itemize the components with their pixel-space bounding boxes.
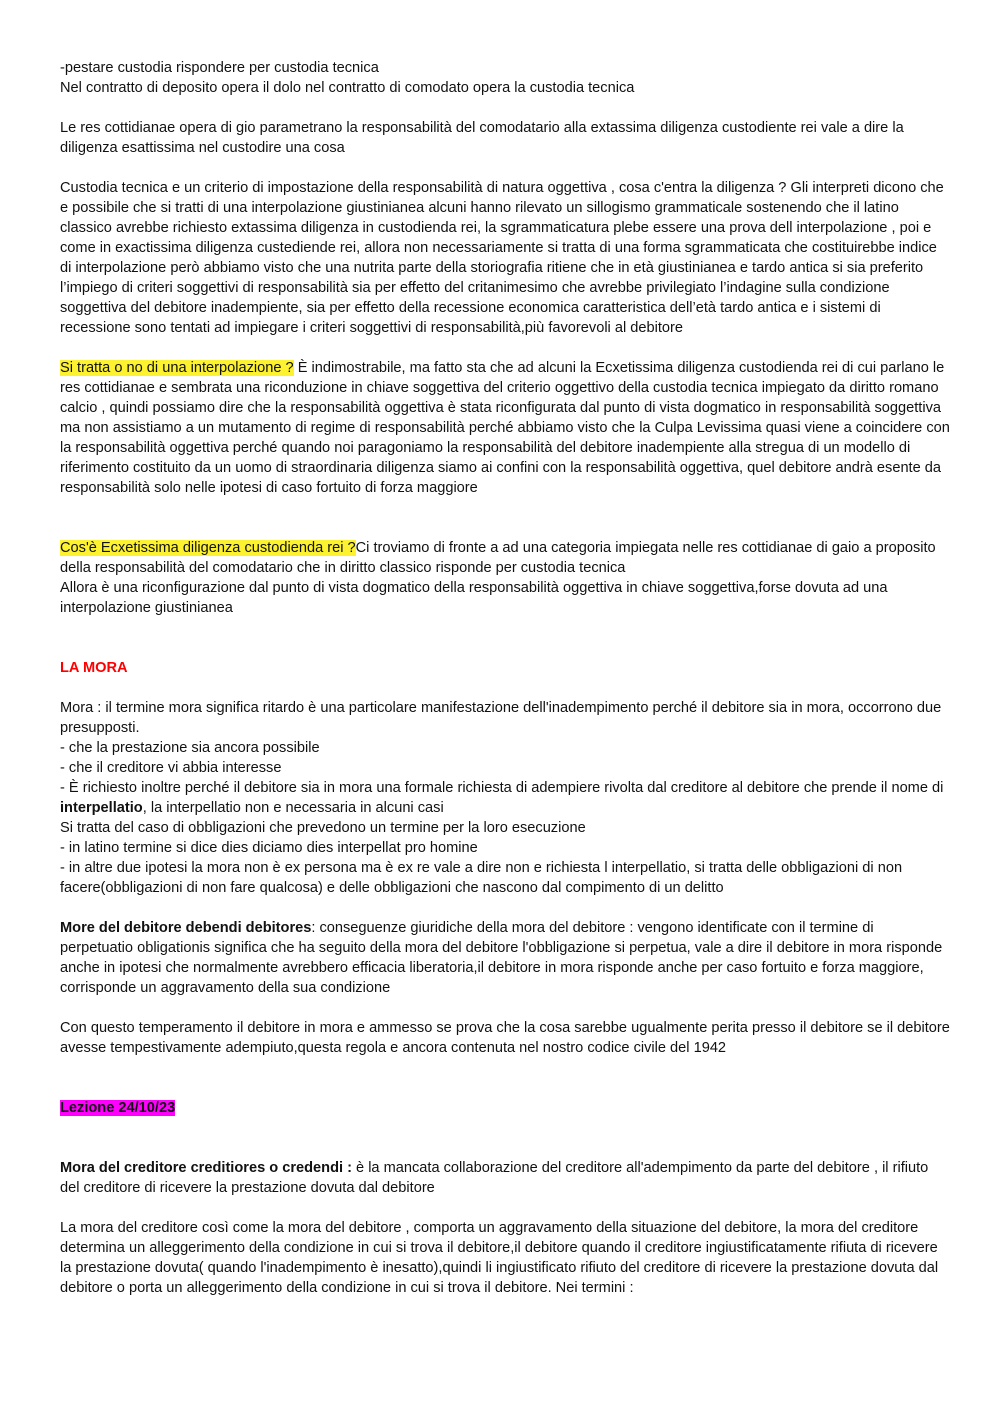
mora-debitore-text: : conseguenze giuridiche della mora del debitore : vengono identificate con il termine di perpetuatio obligationis significa che ha seguito della mora del debitore l'obbligazione si perpetua, vale a dire il debitore in mora risponde anche in ipotesi che normalmente avrebbero efficacia liberatoria,il debitore in mora risponde anche per caso fortuito e forza maggiore, corrisponde un aggravamento della sua condizione [60,920,943,996]
interpellatio-post: , la interpellatio non e necessaria in alcuni casi [142,800,444,816]
mora-bullet-possibile: - che la prestazione sia ancora possibile [60,740,320,756]
line-pestare: -pestare custodia rispondere per custodia tecnica [60,60,379,76]
paragraph-temperamento: Con questo temperamento il debitore in mora e ammesso se prova che la cosa sarebbe ugualmente perita presso il debitore se il debitore avesse tempestivamente adempiuto,questa regola e ancora contenuta nel nostro codice civile del 1942 [60,1020,950,1056]
mora-creditore-text: è la mancata collaborazione del creditore all'adempimento da parte del debitore , il rifiuto del creditore di ricevere la prestazione dovuta dal debitore [60,1160,929,1196]
cos-e-text: Ci troviamo di fronte a ad una categoria impiegata nelle res cottidianae di gaio a proposito della responsabilità del comodatario che in diritto classico risponde per custodia tecnica [60,540,936,576]
mora-debitore-term: More del debitore debendi debitores [60,920,312,936]
interpolazione-text: È indimostrabile, ma fatto sta che ad alcuni la Ecxetissima diligenza custodienda rei di cui parlano le res cottidianae e sembrata una riconduzione in chiave soggettiva del criterio oggettivo della custodia tecnica impiegato da diritto romano calcio , quindi possiamo dire che la responsabilità oggettiva è stata riconfigurata dal punto di vista dogmatico in responsabilità soggettiva ma non assistiamo a un mutamento di regime di responsabilità perché abbiamo visto che la Culpa Levissima quasi viene a coincidere con la responsabilità oggettiva perché quando noi paragoniamo la responsabilità del debitore inadempiente alla stregua di un modello di riferimento costituito da un uomo di straordinaria diligenza siamo ai confini con la responsabilità oggettiva, quel debitore andrà esente da responsabilità solo nelle ipotesi di caso fortuito di forza maggiore [60,360,950,496]
document-page [60,58,950,1298]
mora-dies: - in latino termine si dice dies diciamo dies interpellat pro homine [60,840,478,856]
paragraph-res-cottidianae: Le res cottidianae opera di gio parametrano la responsabilità del comodatario alla extassima diligenza custodiente rei vale a dire la diligenza esattissima nel custodire una cosa [60,120,904,156]
mora-creditore-term: Mora del creditore creditiores o credendi : [60,1160,352,1176]
heading-la-mora: LA MORA [60,660,128,676]
paragraph-cos-e [60,538,950,578]
highlight-interpolazione: Si tratta o no di una interpolazione ? [60,360,294,376]
mora-bullet-interesse: - che il creditore vi abbia interesse [60,760,282,776]
mora-ex-re: - in altre due ipotesi la mora non è ex persona ma è ex re vale a dire non e richiesta l interpellatio, si tratta delle obbligazioni di non facere(obbligazioni di non fare qualcosa) e delle obbligazioni che nascono dal compimento di un delitto [60,860,903,896]
paragraph-final: La mora del creditore così come la mora del debitore , comporta un aggravamento della situazione del debitore, la mora del creditore determina un alleggerimento della condizione in cui si trova il debitore,il debitore quando il creditore ingiustificatamente rifiuta di ricevere la prestazione dovuta( quando l'inadempimento è inesatto),quindi li ingiustificato rifiuto del creditore di ricevere la prestazione dovuta dal debitore o porta un alleggerimento della condizione in cui si trova il debitore. Nei termini : [60,1220,939,1296]
interpellatio-term: interpellatio [60,800,143,816]
lezione-date-highlight: Lezione 24/10/23 [60,1100,176,1116]
mora-bullet-interpellatio [60,778,950,818]
paragraph-interpolazione [60,358,950,498]
paragraph-mora-creditore [60,1158,950,1198]
paragraph-allora: Allora è una riconfigurazione dal punto di vista dogmatico della responsabilità oggettiva in chiave soggettiva,forse dovuta ad una interpolazione giustinianea [60,580,888,616]
lezione-line [60,1098,950,1118]
mora-termine: Si tratta del caso di obbligazioni che prevedono un termine per la loro esecuzione [60,820,586,836]
interpellatio-pre: - È richiesto inoltre perché il debitore sia in mora una formale richiesta di adempiere rivolta dal creditore al debitore che prende il nome di [60,780,944,796]
mora-intro: Mora : il termine mora significa ritardo è una particolare manifestazione dell'inadempimento perché il debitore sia in mora, occorrono due presupposti. [60,700,942,736]
paragraph-mora-debitore [60,918,950,998]
line-deposito: Nel contratto di deposito opera il dolo nel contratto di comodato opera la custodia tecnica [60,80,635,96]
highlight-cos-e: Cos'è Ecxetissima diligenza custodienda rei ? [60,540,356,556]
paragraph-custodia-tecnica: Custodia tecnica e un criterio di impostazione della responsabilità di natura oggettiva , cosa c'entra la diligenza ? Gli interpreti dicono che e possibile che si tratti di una interpolazione giustinianea alcuni hanno rilevato un sillogismo grammaticale sostenendo che il latino classico avrebbe richiesto extassima diligenza in custodienda rei, la sgrammaticatura plebe essere una prova dell interpolazione , poi e come in exactissima diligenza custediende rei, allora non necessariamente si tratta di una forma sgrammaticata che costituirebbe indice di interpolazione però abbiamo visto che una nutrita parte della storiografia ritiene che in età giustinianea e tardo antica si sia preferito l’impiego di criteri soggettivi di responsabilità sia per effetto del critanimesimo che avrebbe privilegiato l’indagine sulla condizione soggettiva del debitore inadempiente, sia per effetto della recessione economica caratteristica dell’età tardo antica e i sistemi di recessione sono tentati ad impiegare i criteri soggettivi di responsabilità,più favorevoli al debitore [60,180,944,336]
